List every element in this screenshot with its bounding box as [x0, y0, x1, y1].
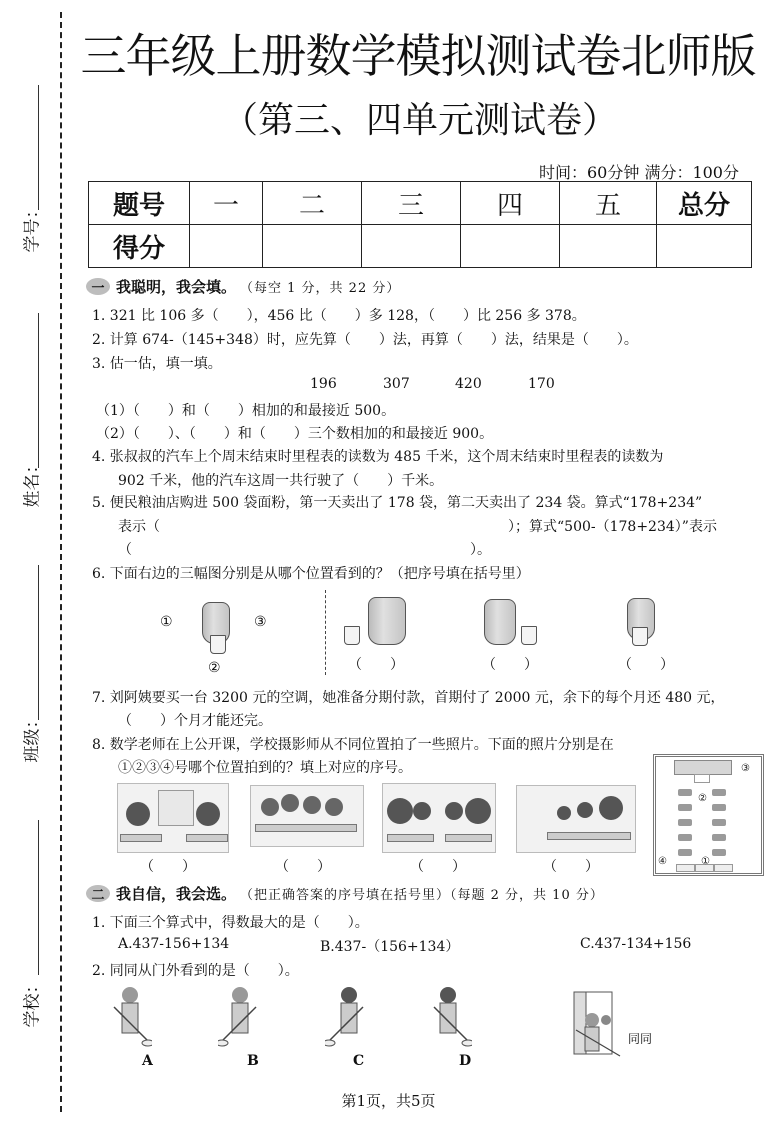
q6-position-3: ③	[254, 614, 267, 630]
q8-answer-blank-3[interactable]: （ ）	[410, 859, 466, 875]
section2-note: （把正确答案的序号填在括号里）（每题 2 分，共 10 分）	[240, 888, 604, 903]
q6-cup-icon	[210, 635, 226, 654]
section1-note: （每空 1 分，共 22 分）	[240, 281, 401, 296]
q6-answer-blank-3[interactable]: （ ）	[618, 657, 674, 673]
score-cell-2[interactable]	[263, 225, 362, 268]
section2-title: 我自信，我会选。	[116, 885, 237, 903]
class-fill-line	[38, 565, 39, 720]
q6-answer-blank-1[interactable]: （ ）	[348, 657, 404, 673]
podium	[694, 774, 710, 783]
plan-mark-1: ①	[701, 856, 710, 867]
q8-classroom-plan	[653, 754, 764, 876]
q6-cup-view-a	[344, 626, 360, 645]
s1-question-5-line1: 5. 便民粮油店购进 500 袋面粉，第一天卖出了 178 袋，第二天卖出了 234 袋。算式“178+234”	[92, 495, 703, 511]
col-header-total: 总分	[657, 182, 752, 225]
q6-kettle-view-a	[368, 597, 406, 645]
s2-q1-option-b[interactable]: B.437-（156+134）	[320, 939, 460, 955]
plan-mark-4: ④	[658, 856, 667, 867]
s1-question-5-line2b: ）；算式“500-（178+234）”表示	[508, 519, 717, 535]
q8-answer-blank-2[interactable]: （ ）	[275, 859, 331, 875]
score-table	[88, 181, 752, 268]
q6-cup-view-b	[521, 626, 537, 645]
q8-photo-1	[117, 783, 229, 853]
col-header-4: 四	[461, 182, 560, 225]
s1-question-6: 6. 下面右边的三幅图分别是从哪个位置看到的？（把序号填在括号里）	[92, 566, 530, 582]
score-cell-3[interactable]	[362, 225, 461, 268]
section1-header	[86, 276, 400, 297]
col-header-2: 二	[263, 182, 362, 225]
girl-mopping-figure-d	[432, 985, 472, 1055]
s2-question-1: 1. 下面三个算式中，得数最大的是（ ）。	[92, 915, 369, 931]
section1-badge: 一	[86, 278, 110, 295]
section1-title: 我聪明，我会填。	[116, 278, 237, 296]
q8-photo-3	[382, 783, 496, 853]
page-title: 三年级上册数学模拟测试卷北师版	[80, 29, 756, 83]
door-scene-figure	[572, 990, 628, 1062]
s2-q2-option-d[interactable]: D	[459, 1053, 472, 1069]
s2-q2-option-b[interactable]: B	[247, 1053, 259, 1069]
col-header-3: 三	[362, 182, 461, 225]
s1-question-7-line1: 7. 刘阿姨要买一台 3200 元的空调，她准备分期付款，首期付了 2000 元，余下的每个月还 480 元，	[92, 690, 725, 706]
score-table-header-row	[89, 182, 752, 225]
binding-dashed-line	[60, 12, 62, 1112]
s1-question-1: 1. 321 比 106 多（ ），456 比（ ）多 128，（ ）比 256 多 378。	[92, 308, 586, 324]
q8-answer-blank-1[interactable]: （ ）	[140, 859, 196, 875]
tongtong-label: 同同	[628, 1032, 653, 1046]
school-label: 学校：	[22, 976, 43, 1028]
q3-number-4: 170	[528, 376, 555, 392]
q3-number-3: 420	[455, 376, 482, 392]
page-subtitle: （第三、四单元测试卷）	[221, 100, 618, 141]
s1-question-5-line3a: （	[118, 542, 132, 558]
q6-cup-view-c	[632, 627, 648, 646]
s2-q2-option-c[interactable]: C	[353, 1053, 365, 1069]
s1-question-7-line2: （ ）个月才能还完。	[118, 713, 272, 729]
s1-question-8-line2: ①②③④号哪个位置拍到的？填上对应的序号。	[118, 760, 412, 776]
q6-position-1: ①	[160, 614, 173, 630]
row-header-score: 得分	[89, 225, 190, 268]
q8-answer-blank-4[interactable]: （ ）	[543, 859, 599, 875]
s1-question-3-2: （2）（ ）、（ ）和（ ）三个数相加的和最接近 900。	[96, 426, 494, 442]
score-cell-total[interactable]	[657, 225, 752, 268]
s1-question-3: 3. 估一估，填一填。	[92, 356, 222, 372]
col-header-5: 五	[560, 182, 657, 225]
name-fill-line	[38, 313, 39, 468]
s1-question-4-line2: 902 千米，他的汽车这周一共行驶了（ ）千米。	[118, 473, 444, 489]
plan-mark-3: ③	[741, 763, 750, 774]
s2-question-2: 2. 同同从门外看到的是（ ）。	[92, 963, 299, 979]
section2-badge: 二	[86, 885, 110, 902]
s1-question-5-line2a: 表示（	[118, 519, 160, 535]
row-header-question: 题号	[89, 182, 190, 225]
score-cell-5[interactable]	[560, 225, 657, 268]
girl-mopping-figure-b	[218, 985, 258, 1055]
s2-q1-option-c[interactable]: C.437-134+156	[580, 936, 692, 952]
q6-kettle-view-b	[484, 599, 516, 645]
girl-mopping-figure-a	[112, 985, 152, 1055]
s2-q2-option-a[interactable]: A	[142, 1053, 153, 1069]
q6-answer-blank-2[interactable]: （ ）	[482, 657, 538, 673]
s1-question-2: 2. 计算 674-（145+348）时，应先算（ ）法，再算（ ）法，结果是（ ）。	[92, 332, 638, 348]
s1-question-4-line1: 4. 张叔叔的汽车上个周末结束时里程表的读数为 485 千米，这个周末结束时里程表的读数为	[92, 449, 664, 465]
q6-position-2: ②	[208, 660, 221, 676]
score-cell-1[interactable]	[190, 225, 263, 268]
q8-photo-2	[250, 785, 364, 847]
time-info: 时间：60分钟 满分：100分	[539, 163, 739, 182]
plan-mark-2: ②	[698, 793, 707, 804]
s1-question-8-line1: 8. 数学老师在上公开课，学校摄影师从不同位置拍了一些照片。下面的照片分别是在	[92, 737, 614, 753]
score-table-score-row	[89, 225, 752, 268]
s2-q1-option-a[interactable]: A.437-156+134	[118, 936, 230, 952]
q3-number-2: 307	[383, 376, 410, 392]
class-label: 班级：	[22, 711, 43, 763]
name-label: 姓名：	[22, 456, 43, 508]
blackboard	[674, 760, 732, 775]
s1-question-3-1: （1）（ ）和（ ）相加的和最接近 500。	[96, 403, 396, 419]
q3-number-1: 196	[310, 376, 337, 392]
section2-header	[86, 883, 604, 904]
s1-question-5-line3b: ）。	[470, 542, 491, 558]
col-header-1: 一	[190, 182, 263, 225]
q8-photo-4	[516, 785, 636, 853]
page-number: 第1页，共5页	[341, 1092, 436, 1110]
score-cell-4[interactable]	[461, 225, 560, 268]
girl-mopping-figure-c	[325, 985, 365, 1055]
school-fill-line	[38, 820, 39, 975]
student-id-fill-line	[38, 85, 39, 210]
q6-divider	[325, 590, 326, 675]
student-id-label: 学号：	[22, 201, 43, 253]
